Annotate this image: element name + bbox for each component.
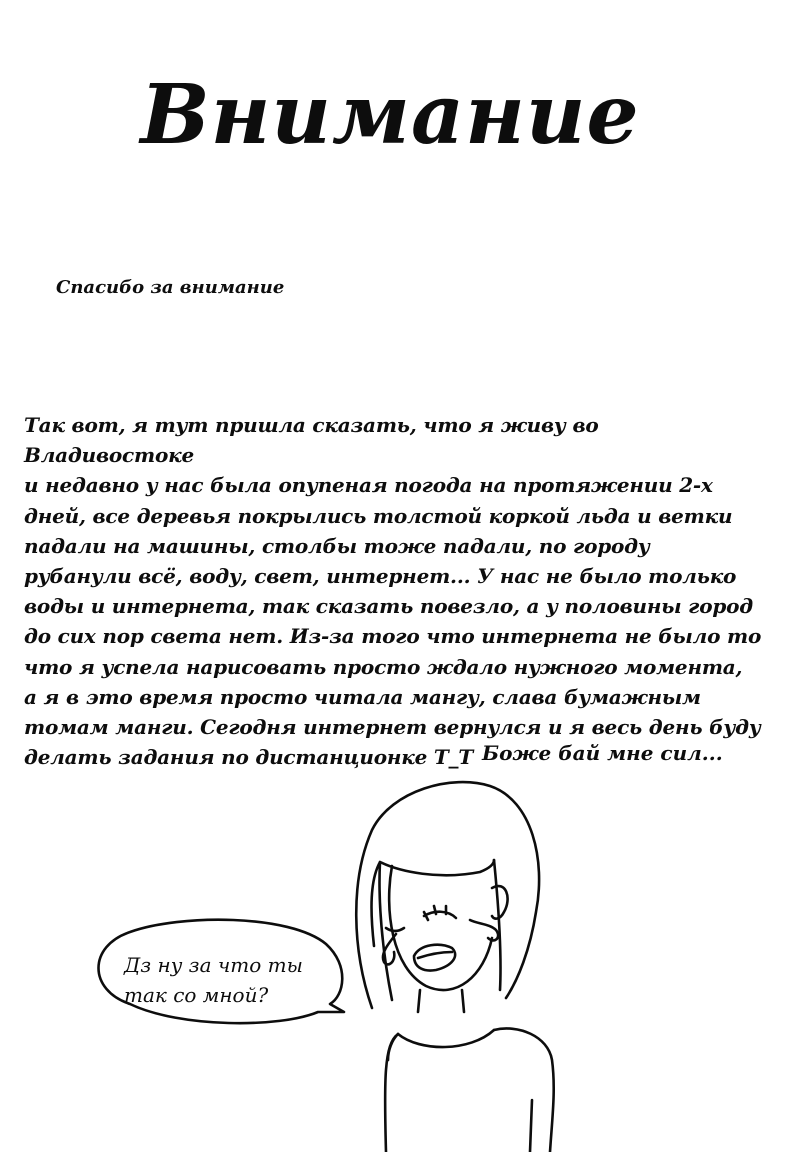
crying-girl-drawing [0,760,800,1152]
page-title: Внимание [140,67,640,163]
story-text: Так вот, я тут пришла сказать, что я живу во Владивостоке и недавно у нас была опупеная погода на протяжении 2-х дней, все деревья покрылись толстой коркой льда и ветки падали на машины, столбы тоже падали, по городу рубанули всё, воду, свет, интернет... У нас не было только воды и интернета, так сказать повезло, а у половины город до сих пор света нет. Из-за того что интернета не было то что я успела нарисовать просто ждало нужного момента, а я в это время просто читала мангу, слава бумажным томам манги. Сегодня интернет вернулся и я весь день буду делать задания по дистанционке Т_Т [24,413,762,770]
shirt-collar [398,1030,494,1047]
body-outline [385,1034,398,1152]
tear-right [470,920,498,940]
hair-outline [356,782,539,1008]
speech-bubble-text: Дз ну за что ты так со мной? [124,953,303,1007]
thanks-note: Спасибо за внимание [56,277,285,298]
sigh-caption: Боже бай мне сил... [482,741,723,765]
